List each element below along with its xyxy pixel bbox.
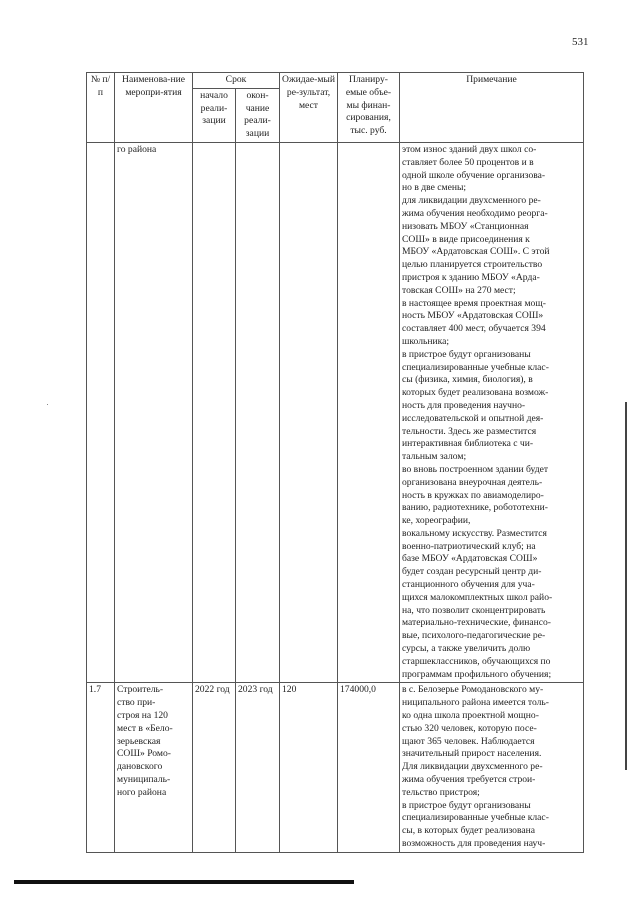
note-line: значительный прирост населения.: [402, 748, 542, 760]
name-line: дановского: [117, 761, 163, 773]
note-line: сурсы, а также увеличить долю: [402, 643, 531, 655]
note-line: программам профильного обучения;: [402, 668, 552, 680]
header-row-1: [87, 73, 584, 89]
note-line: исследовательской и опытной дея-: [402, 412, 544, 424]
note-line: но в две смены;: [402, 182, 467, 194]
table-row-continued: [87, 142, 584, 682]
note-line: целью планируется строительство: [402, 259, 543, 271]
note-line: сы, в которых будет реализована: [402, 825, 536, 837]
note-line: щихся малокомплектных школ райо-: [402, 591, 553, 603]
scan-artifact-line: [625, 402, 627, 770]
cell-start: [193, 142, 236, 682]
note-line: ниципального района имеется толь-: [402, 697, 549, 709]
plan-table: [86, 72, 584, 853]
note-line: станционного обучения для уча-: [402, 579, 535, 591]
note-line: специализированные учебные клас-: [402, 361, 549, 373]
cell-funding: 174000,0: [338, 683, 400, 852]
table-row-1-7: [87, 683, 584, 852]
cell-end: [236, 142, 280, 682]
scan-artifact-dot: [47, 404, 48, 405]
note-line: которых будет реализована возмож-: [402, 387, 549, 399]
name-line: СОШ» Ромо-: [117, 748, 171, 760]
note-line: материально-технические, финансо-: [402, 617, 551, 629]
note-line: стью 320 человек, которую посе-: [402, 722, 537, 734]
name-text: [117, 684, 190, 799]
cell-expected: [280, 142, 338, 682]
note-line: на, что позволит сконцентрировать: [402, 604, 546, 616]
scan-artifact-bar: [14, 880, 354, 884]
name-line: муниципаль-: [117, 774, 171, 786]
name-line: ного района: [117, 786, 167, 798]
cell-start: 2022 год: [193, 683, 236, 852]
note-line: жима обучения требуется строи-: [402, 774, 536, 786]
note-line: товская СОШ» на 270 мест;: [402, 284, 516, 296]
header-note: Примечание: [400, 73, 584, 143]
note-line: ке, хореографии,: [402, 515, 471, 527]
cell-note: [400, 142, 584, 682]
note-line: вые, психолого-педагогические ре-: [402, 630, 546, 642]
cell-funding: [338, 142, 400, 682]
note-line: ность в кружках по авиамоделиро-: [402, 489, 544, 501]
note-line: МБОУ «Ардатовская СОШ». С этой: [402, 246, 550, 258]
note-line: старшеклассников, обучающихся по: [402, 655, 551, 667]
header-term: Срок: [193, 73, 280, 89]
note-line: интерактивная библиотека с чи-: [402, 438, 534, 450]
note-line: этом износ зданий двух школ со-: [402, 143, 537, 155]
cell-note: [400, 683, 584, 852]
note-line: военно-патриотический клуб; на: [402, 540, 536, 552]
note-line: низовать МБОУ «Станционная: [402, 220, 529, 232]
header-num: № п/п: [87, 73, 115, 143]
note-line: ванию, радиотехнике, робототехни-: [402, 502, 548, 514]
page-number: 531: [572, 36, 589, 48]
note-line: пристроя к зданию МБОУ «Арда-: [402, 271, 540, 283]
note-text: [402, 144, 581, 681]
name-line: Строитель-: [117, 684, 164, 696]
note-text: [402, 684, 581, 850]
name-line: ство при-: [117, 697, 156, 709]
header-end: окон-чание реали-зации: [236, 88, 280, 142]
header-start: начало реали-зации: [193, 88, 236, 142]
note-line: будет создан ресурсный центр ди-: [402, 566, 542, 578]
note-line: тельство пристроя;: [402, 786, 480, 798]
note-line: в пристрое будут организованы: [402, 348, 531, 360]
note-line: ность для проведения научно-: [402, 399, 526, 411]
cell-name: [115, 683, 193, 852]
cell-expected: 120: [280, 683, 338, 852]
cell-end: 2023 год: [236, 683, 280, 852]
note-line: одной школе обучение организова-: [402, 169, 546, 181]
note-line: организована внеурочная деятель-: [402, 476, 543, 488]
note-line: ко одна школа проектной мощно-: [402, 710, 539, 722]
note-line: сы (физика, химия, биология), в: [402, 374, 533, 386]
note-line: тельности. Здесь же разместится: [402, 425, 537, 437]
note-line: тальным залом;: [402, 451, 467, 463]
note-line: составляет 400 мест, обучается 394: [402, 323, 546, 335]
note-line: для ликвидации двухсменного ре-: [402, 195, 541, 207]
note-line: жима обучения необходимо реорга-: [402, 207, 548, 219]
note-line: возможность для проведения науч-: [402, 838, 546, 850]
cell-num: 1.7: [87, 683, 115, 852]
header-expected: Ожидае-мый ре-зультат, мест: [280, 73, 338, 143]
note-line: вокальному искусству. Разместится: [402, 527, 547, 539]
note-line: во вновь построенном здании будет: [402, 463, 549, 475]
header-funding: Планиру-емые объе-мы финан-сирования, тыс. руб.: [338, 73, 400, 143]
cell-num: [87, 142, 115, 682]
note-line: щают 365 человек. Наблюдается: [402, 735, 535, 747]
note-line: школьника;: [402, 335, 450, 347]
note-line: ность МБОУ «Ардатовская СОШ»: [402, 310, 544, 322]
name-line: мест в «Бело-: [117, 722, 173, 734]
note-line: в настоящее время проектная мощ-: [402, 297, 546, 309]
note-line: базе МБОУ «Ардатовская СОШ»: [402, 553, 538, 565]
name-line: строя на 120: [117, 710, 168, 722]
name-line: зерьевская: [117, 735, 161, 747]
note-line: ставляет более 50 процентов и в: [402, 156, 534, 168]
note-line: в с. Белозерье Ромодановского му-: [402, 684, 544, 696]
note-line: СОШ» в виде присоединения к: [402, 233, 530, 245]
cell-name: го района: [115, 142, 193, 682]
note-line: специализированные учебные клас-: [402, 812, 549, 824]
header-name: Наименова-ние меропри-ятия: [115, 73, 193, 143]
note-line: в пристрое будут организованы: [402, 799, 531, 811]
note-line: Для ликвидации двухсменного ре-: [402, 761, 543, 773]
